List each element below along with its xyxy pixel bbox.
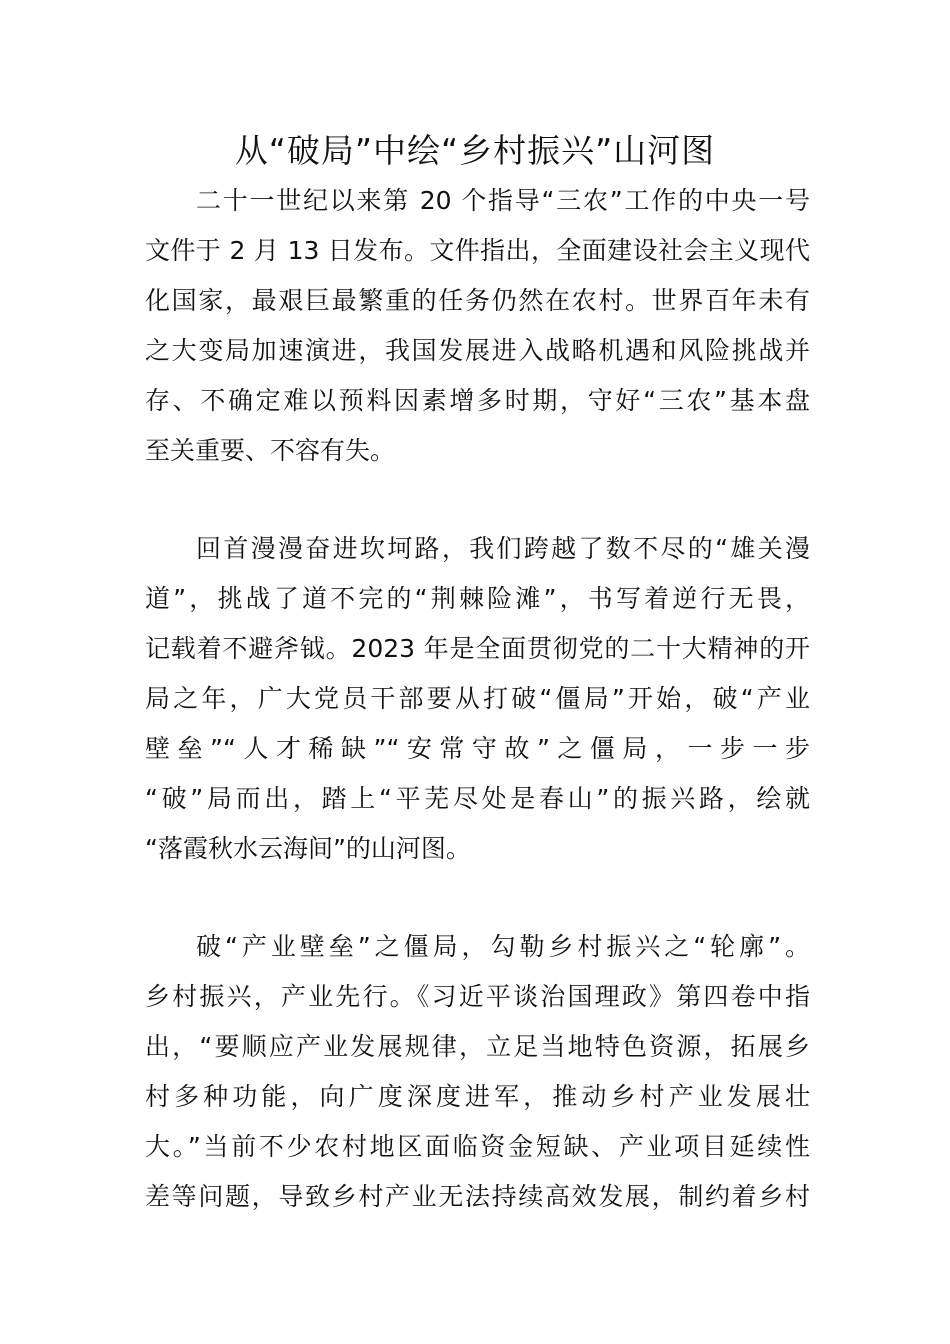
paragraph-1-line-6: 至关重要、不容有失。	[145, 436, 396, 465]
paragraph-1-line-4: 之大变局加速演进，我国发展进入战略机遇和风险挑战并	[145, 336, 810, 365]
paragraph-3-line-2: 乡村振兴，产业先行。《习近平谈治国理政》第四卷中指	[145, 982, 810, 1011]
paragraph-3-line-4: 村多种功能，向广度深度进军，推动乡村产业发展壮	[145, 1082, 810, 1111]
paragraph-2-line-1: 回首漫漫奋进坎坷路，我们跨越了数不尽的“雄关漫	[196, 534, 810, 563]
document-title: 从“破局”中绘“乡村振兴”山河图	[234, 131, 716, 170]
paragraph-2-line-2: 道”，挑战了道不完的“荆棘险滩”，书写着逆行无畏，	[145, 584, 810, 613]
paragraph-1-line-5: 存、不确定难以预料因素增多时期，守好“三农”基本盘	[145, 386, 810, 415]
paragraph-3-line-6: 差等问题，导致乡村产业无法持续高效发展，制约着乡村	[145, 1182, 810, 1211]
paragraph-2-line-6: “破”局而出，踏上“平芜尽处是春山”的振兴路，绘就	[145, 784, 810, 813]
paragraph-2-line-4: 局之年，广大党员干部要从打破“僵局”开始，破“产业	[145, 684, 810, 713]
paragraph-2-line-7: “落霞秋水云海间”的山河图。	[145, 834, 471, 863]
paragraph-3-line-3: 出，“要顺应产业发展规律，立足当地特色资源，拓展乡	[145, 1032, 810, 1061]
paragraph-3-line-1: 破“产业壁垒”之僵局，勾勒乡村振兴之“轮廓”。	[196, 932, 810, 961]
paragraph-3-line-5: 大。”当前不少农村地区面临资金短缺、产业项目延续性	[145, 1132, 810, 1161]
paragraph-2-line-5: 壁垒”“人才稀缺”“安常守故”之僵局，一步一步	[145, 734, 810, 763]
paragraph-1-line-1: 二十一世纪以来第 20 个指导“三农”工作的中央一号	[196, 186, 810, 215]
paragraph-2-line-3: 记载着不避斧钺。2023 年是全面贯彻党的二十大精神的开	[145, 634, 810, 663]
paragraph-1-line-2: 文件于 2 月 13 日发布。文件指出，全面建设社会主义现代	[145, 236, 810, 265]
paragraph-1-line-3: 化国家，最艰巨最繁重的任务仍然在农村。世界百年未有	[145, 286, 810, 315]
